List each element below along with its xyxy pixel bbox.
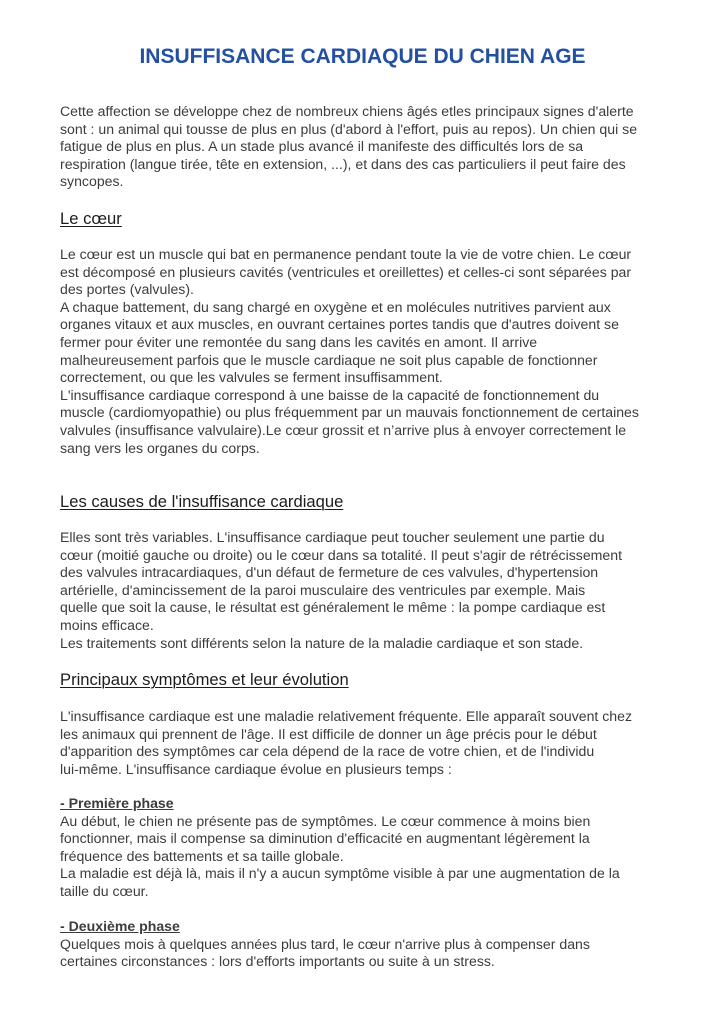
- section-heading-le-coeur: Le cœur: [60, 209, 122, 228]
- body-line: Au début, le chien ne présente pas de symptômes. Le cœur commence à moins bien: [60, 812, 591, 829]
- section-body-symptomes: [60, 708, 665, 778]
- body-line: Le cœur est un muscle qui bat en permanence pendant toute la vie de votre chien. Le cœur: [60, 246, 632, 262]
- body-line: valvules (insuffisance valvulaire).Le cœur grossit et n’arrive plus à envoyer correctement le: [60, 421, 627, 438]
- phase-title-2: - Deuxième phase: [60, 918, 180, 934]
- body-line: taille du cœur.: [60, 882, 149, 899]
- body-line: malheureusement parfois que le muscle cardiaque ne soit plus capable de fonctionner: [60, 351, 598, 368]
- body-line: Quelques mois à quelques années plus tard, le cœur n'arrive plus à compenser dans: [60, 935, 590, 952]
- body-line: moins efficace.: [60, 616, 154, 633]
- intro-line: Cette affection se développe chez de nombreux chiens âgés etles principaux signes d'alerte: [60, 103, 634, 119]
- body-line: fonctionner, mais il compense sa diminution d'efficacité en augmentant légèrement la: [60, 830, 590, 847]
- body-line: Les traitements sont différents selon la nature de la maladie cardiaque et son stade.: [60, 634, 584, 651]
- section-body-causes: [60, 529, 665, 652]
- phase-title-1: - Première phase: [60, 795, 174, 811]
- section-heading-causes: Les causes de l'insuffisance cardiaque: [60, 492, 344, 511]
- body-line: organes vitaux et aux muscles, en ouvrant certaines portes tandis que d'autres doivent se: [60, 316, 619, 333]
- body-line: fréquence des battements et sa taille globale.: [60, 847, 344, 864]
- phase-block-1: [60, 795, 665, 901]
- document-title: INSUFFISANCE CARDIAQUE DU CHIEN AGE: [139, 45, 586, 68]
- body-line: L'insuffisance cardiaque correspond à une baisse de la capacité de fonctionnement du: [60, 386, 600, 403]
- intro-paragraph: [60, 103, 665, 191]
- body-line: L'insuffisance cardiaque est une maladie relativement fréquente. Elle apparaît souvent chez: [60, 708, 633, 724]
- body-line: les animaux qui prennent de l'âge. Il est difficile de donner un âge précis pour le début: [60, 725, 597, 742]
- body-line: fermer pour éviter une remontée du sang dans les cavités en amont. Il arrive: [60, 333, 538, 350]
- body-line: correctement, ou que les valvules se ferment insuffisamment.: [60, 369, 443, 386]
- body-line: cœur (moitié gauche ou droite) ou le cœur dans sa totalité. Il peut s'agir de rétrécissement: [60, 546, 622, 563]
- body-line: sang vers les organes du corps.: [60, 439, 260, 456]
- body-line: artérielle, d'amincissement de la paroi musculaire des ventricules par exemple. Mais: [60, 581, 586, 598]
- body-line: d'apparition des symptômes car cela dépend de la race de votre chien, et de l'individu: [60, 743, 595, 760]
- body-line: Elles sont très variables. L'insuffisance cardiaque peut toucher seulement une partie du: [60, 529, 605, 545]
- intro-line: respiration (langue tirée, tête en extension, ...), et dans des cas particuliers il peut faire des: [60, 155, 626, 172]
- intro-line: fatigue de plus en plus. A un stade plus avancé il manifeste des difficultés lors de sa: [60, 138, 584, 155]
- body-line: certaines circonstances : lors d'efforts importants ou suite à un stress.: [60, 953, 495, 970]
- section-body-le-coeur: [60, 246, 665, 457]
- body-line: La maladie est déjà là, mais il n'y a aucun symptôme visible à par une augmentation de la: [60, 865, 620, 882]
- section-heading-symptomes: Principaux symptômes et leur évolution: [60, 670, 349, 689]
- body-line: des portes (valvules).: [60, 281, 194, 298]
- phase-block-2: [60, 918, 665, 971]
- body-line: des valvules intracardiaques, d'un défaut de fermeture de ces valvules, d'hypertension: [60, 564, 599, 581]
- intro-line: sont : un animal qui tousse de plus en plus (d'abord à l'effort, puis au repos). Un chien qui se: [60, 120, 638, 137]
- body-line: A chaque battement, du sang chargé en oxygène et en molécules nutritives parvient aux: [60, 298, 611, 315]
- body-line: quelle que soit la cause, le résultat est généralement le même : la pompe cardiaque est: [60, 599, 606, 616]
- body-line: lui-même. L'insuffisance cardiaque évolue en plusieurs temps :: [60, 760, 452, 777]
- body-line: muscle (cardiomyopathie) ou plus fréquemment par un mauvais fonctionnement de certaines: [60, 404, 639, 421]
- body-line: est décomposé en plusieurs cavités (ventricules et oreillettes) et celles-ci sont séparées par: [60, 263, 632, 280]
- intro-line: syncopes.: [60, 173, 124, 190]
